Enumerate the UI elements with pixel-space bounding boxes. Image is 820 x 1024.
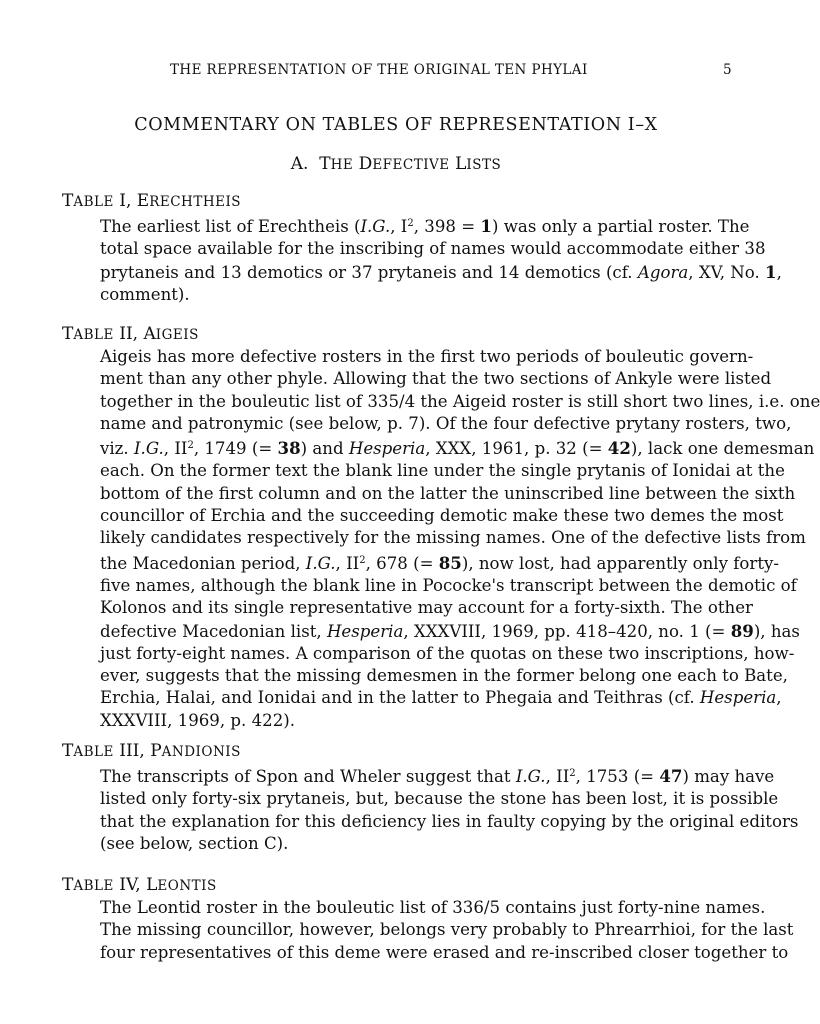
- text-line: four representatives of this deme were erased and re-inscribed closer together to: [100, 942, 789, 962]
- text-line: together in the bouleutic list of 335/4 the Aigeid roster is still short two lines, i.e. one: [100, 391, 820, 411]
- text-line: prytaneis and 13 demotics or 37 prytaneis and 14 demotics (cf. Agora, XV, No. 1,: [100, 261, 782, 282]
- section-heading: TABLE IV, LEONTIS: [62, 875, 217, 895]
- text-line: likely candidates respectively for the missing names. One of the defective lists from: [100, 528, 806, 548]
- text-line: total space available for the inscribing of names would accommodate either 38: [100, 239, 766, 259]
- text-line: each. On the former text the blank line under the single prytanis of Ionidai at the: [100, 461, 785, 481]
- text-line: just forty-eight names. A comparison of the quotas on these two inscriptions, how-: [100, 643, 795, 663]
- text-line: bottom of the first column and on the latter the uninscribed line between the sixth: [100, 483, 796, 503]
- subtitle-text: THE DEFECTIVE LISTS: [319, 154, 502, 174]
- text-line: councillor of Erchia and the succeeding demotic make these two demes the most: [100, 506, 784, 526]
- text-line: comment).: [100, 284, 190, 304]
- running-title: THE REPRESENTATION OF THE ORIGINAL TEN PHYLAI: [170, 62, 588, 78]
- text-line: ever, suggests that the missing demesmen in the former belong one each to Bate,: [100, 666, 788, 686]
- text-line: listed only forty-six prytaneis, but, because the stone has been lost, it is possible: [100, 789, 779, 809]
- section-heading: TABLE II, AIGEIS: [62, 324, 199, 344]
- section-table-3: [62, 740, 799, 855]
- text-line: five names, although the blank line in Pococke's transcript between the demotic of: [100, 575, 797, 595]
- section-heading: TABLE III, PANDIONIS: [62, 741, 241, 761]
- section-table-1: [62, 190, 782, 306]
- page-number: 5: [723, 62, 732, 78]
- section-body: [62, 763, 799, 855]
- text-line: name and patronymic (see below, p. 7). Of the four defective prytany rosters, two,: [100, 413, 792, 433]
- section-body: [62, 897, 794, 964]
- section-table-4: [62, 874, 794, 964]
- text-line: (see below, section C).: [100, 833, 289, 853]
- text-line: the Macedonian period, I.G., $II^2$, 678 (= 85), now lost, had apparently only forty-: [100, 552, 779, 573]
- text-line: The Leontid roster in the bouleutic list of 336/5 contains just forty-nine names.: [100, 898, 766, 917]
- text-line: The missing councillor, however, belongs very probably to Phrearrhioi, for the last: [100, 920, 794, 940]
- main-title: COMMENTARY ON TABLES OF REPRESENTATION I–X: [134, 115, 658, 135]
- text-line: Erchia, Halai, and Ionidai and in the latter to Phegaia and Teithras (cf. Hesperia,: [100, 688, 782, 708]
- text-line: Kolonos and its single representative may account for a forty-sixth. The other: [100, 598, 753, 618]
- text-line: viz. I.G., $II^2$, 1749 (= 38) and Hesperia, XXX, 1961, p. 32 (= 42), lack one demesman: [100, 438, 815, 459]
- section-body: [62, 213, 782, 306]
- text-line: that the explanation for this deficiency lies in faulty copying by the original editors: [100, 811, 799, 831]
- text-line: defective Macedonian list, Hesperia, XXXVIII, 1969, pp. 418–420, no. 1 (= 89), has: [100, 620, 800, 641]
- section-subtitle: [62, 154, 730, 174]
- section-body: [62, 346, 820, 732]
- section-table-2: [62, 323, 820, 732]
- text-line: The earliest list of Erechtheis (I.G., $I^2$, 398 = 1) was only a partial roster. The: [100, 216, 750, 236]
- text-line: ment than any other phyle. Allowing that the two sections of Ankyle were listed: [100, 369, 772, 389]
- text-line: Aigeis has more defective rosters in the first two periods of bouleutic govern-: [100, 347, 754, 366]
- text-line: XXXVIII, 1969, p. 422).: [100, 710, 296, 730]
- subtitle-letter: A.: [290, 154, 309, 174]
- text-line: The transcripts of Spon and Wheler suggest that I.G., $II^2$, 1753 (= 47) may have: [100, 766, 775, 786]
- section-heading: TABLE I, ERECHTHEIS: [62, 191, 242, 211]
